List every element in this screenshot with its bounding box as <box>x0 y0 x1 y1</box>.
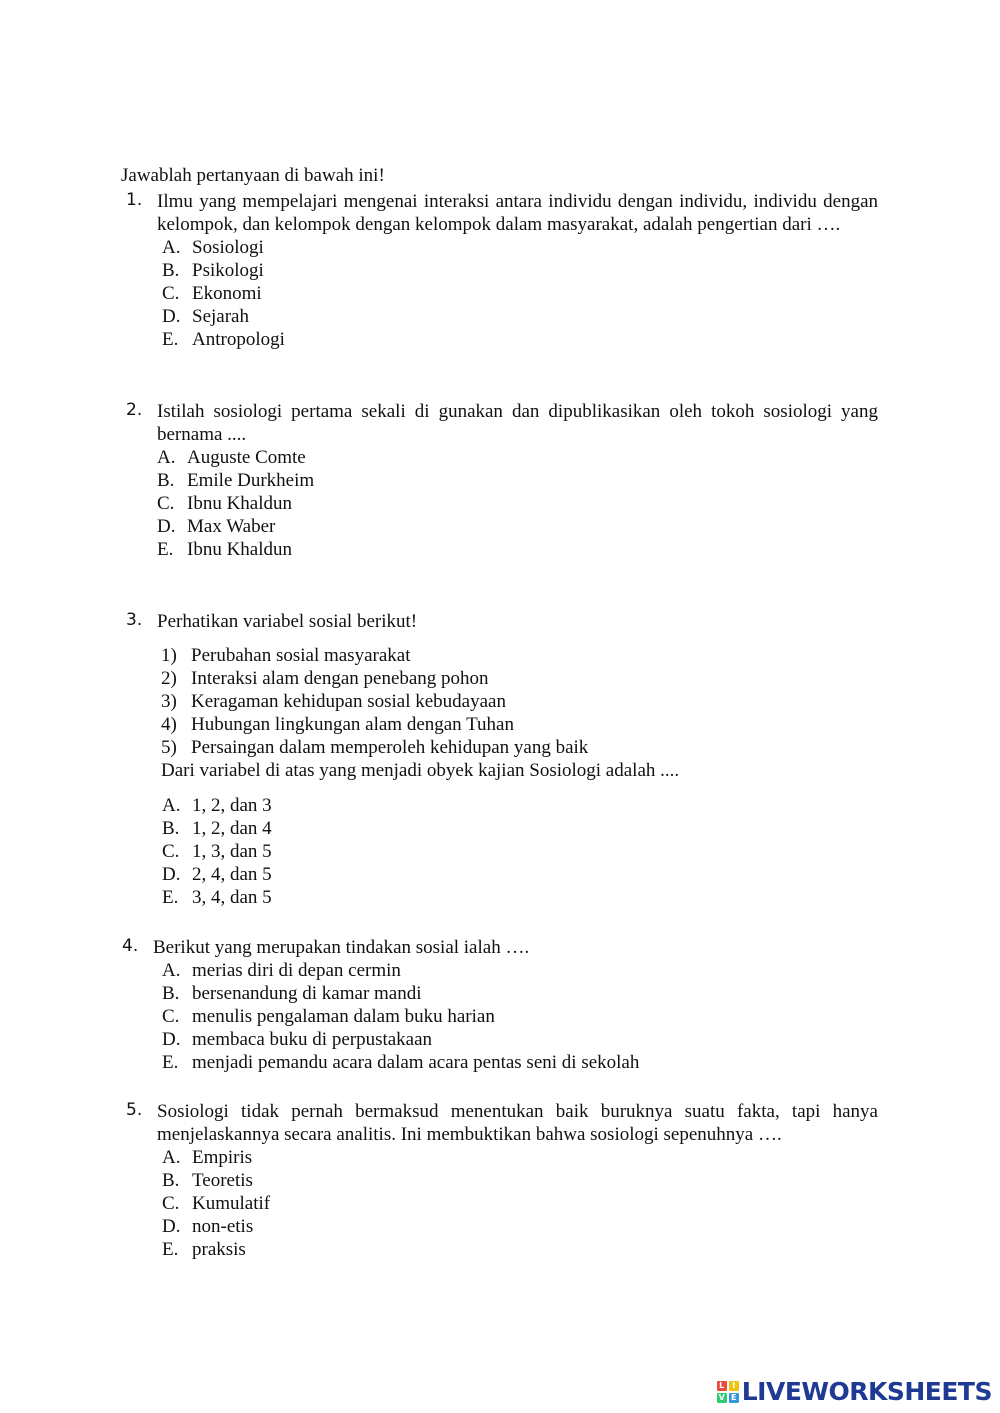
item-number: 2) <box>161 668 177 689</box>
option-text: 1, 2, dan 4 <box>192 818 272 839</box>
option-d[interactable] <box>162 1215 878 1238</box>
option-letter: D. <box>162 864 181 885</box>
option-text: non-etis <box>192 1216 254 1237</box>
option-text: praksis <box>192 1239 246 1260</box>
option-text: Kumulatif <box>192 1193 271 1214</box>
option-b[interactable] <box>162 817 878 840</box>
instruction-heading: Jawablah pertanyaan di bawah ini! <box>121 165 385 186</box>
question-number: 3. <box>126 610 143 630</box>
option-letter: C. <box>162 1006 180 1027</box>
variable-item-4 <box>161 713 878 736</box>
option-d[interactable] <box>162 1028 874 1051</box>
option-letter: E. <box>157 539 174 560</box>
logo-mark-icon <box>717 1381 739 1403</box>
item-text: Interaksi alam dengan penebang pohon <box>191 668 489 689</box>
option-letter: B. <box>162 260 180 281</box>
item-text: Keragaman kehidupan sosial kebudayaan <box>191 691 506 712</box>
question-followup-text: Dari variabel di atas yang menjadi obyek kajian Sosiologi adalah .... <box>161 760 680 781</box>
option-text: Auguste Comte <box>187 447 306 468</box>
question-text: Perhatikan variabel sosial berikut! <box>157 611 418 632</box>
option-letter: E. <box>162 329 179 350</box>
item-number: 1) <box>161 645 177 666</box>
option-letter: D. <box>162 1216 181 1237</box>
option-b[interactable] <box>162 982 874 1005</box>
option-b[interactable] <box>162 1169 878 1192</box>
option-c[interactable] <box>162 1192 878 1215</box>
option-letter: E. <box>162 887 179 908</box>
option-text: Ibnu Khaldun <box>187 539 293 560</box>
option-text: membaca buku di perpustakaan <box>192 1029 433 1050</box>
question-3 <box>126 610 878 909</box>
option-letter: D. <box>162 1029 181 1050</box>
option-e[interactable] <box>162 1051 874 1074</box>
question-2 <box>126 400 878 561</box>
item-number: 3) <box>161 691 177 712</box>
option-text: Emile Durkheim <box>187 470 315 491</box>
option-c[interactable] <box>162 840 878 863</box>
item-text: Persaingan dalam memperoleh kehidupan yang baik <box>191 737 589 758</box>
option-text: Antropologi <box>192 329 285 350</box>
option-e[interactable] <box>162 328 878 351</box>
option-text: Max Waber <box>187 516 276 537</box>
option-text: Sejarah <box>192 306 249 327</box>
question-text: Ilmu yang mempelajari mengenai interaksi antara individu dengan individu, individu dengan kelompok, dan kelompok dengan kelompok dalam masyarakat, adalah pengertian dari …. <box>157 191 878 235</box>
option-letter: A. <box>157 447 176 468</box>
option-b[interactable] <box>162 259 878 282</box>
option-text: bersenandung di kamar mandi <box>192 983 422 1004</box>
variable-item-5 <box>161 736 878 759</box>
option-d[interactable] <box>157 515 878 538</box>
option-letter: A. <box>162 960 181 981</box>
question-text: Istilah sosiologi pertama sekali di gunakan dan dipublikasikan oleh tokoh sosiologi yang bernama .... <box>157 401 878 445</box>
options-list <box>162 794 878 909</box>
option-letter: C. <box>162 1193 180 1214</box>
question-1 <box>126 190 878 351</box>
options-list <box>162 959 874 1074</box>
question-5 <box>126 1100 878 1261</box>
question-text: Berikut yang merupakan tindakan sosial ialah …. <box>153 937 530 958</box>
option-letter: E. <box>162 1239 179 1260</box>
option-a[interactable] <box>162 794 878 817</box>
variable-item-1 <box>161 644 878 667</box>
question-number: 4. <box>122 936 139 956</box>
option-c[interactable] <box>162 282 878 305</box>
option-letter: A. <box>162 1147 181 1168</box>
option-e[interactable] <box>162 886 878 909</box>
option-letter: C. <box>162 283 180 304</box>
question-4 <box>122 936 874 1074</box>
item-number: 4) <box>161 714 177 735</box>
option-letter: D. <box>157 516 176 537</box>
option-a[interactable] <box>162 959 874 982</box>
option-text: menulis pengalaman dalam buku harian <box>192 1006 495 1027</box>
option-e[interactable] <box>162 1238 878 1261</box>
options-list <box>162 236 878 351</box>
option-text: Empiris <box>192 1147 253 1168</box>
logo-mark-letter: V <box>718 1392 725 1402</box>
option-letter: D. <box>162 306 181 327</box>
option-letter: B. <box>157 470 175 491</box>
option-text: Psikologi <box>192 260 264 281</box>
option-text: 3, 4, dan 5 <box>192 887 272 908</box>
option-c[interactable] <box>157 492 878 515</box>
option-text: menjadi pemandu acara dalam acara pentas seni di sekolah <box>192 1052 640 1073</box>
option-e[interactable] <box>157 538 878 561</box>
options-list <box>162 1146 878 1261</box>
variable-item-3 <box>161 690 878 713</box>
option-text: Ekonomi <box>192 283 262 304</box>
item-text: Hubungan lingkungan alam dengan Tuhan <box>191 714 514 735</box>
option-letter: C. <box>162 841 180 862</box>
question-number: 1. <box>126 190 143 210</box>
variable-item-2 <box>161 667 878 690</box>
option-b[interactable] <box>157 469 878 492</box>
option-text: 2, 4, dan 5 <box>192 864 272 885</box>
liveworksheets-logo <box>717 1377 992 1406</box>
option-letter: B. <box>162 1170 180 1191</box>
option-text: Sosiologi <box>192 237 264 258</box>
option-text: 1, 2, dan 3 <box>192 795 272 816</box>
option-letter: B. <box>162 983 180 1004</box>
option-letter: A. <box>162 795 181 816</box>
option-text: merias diri di depan cermin <box>192 960 401 981</box>
item-text: Perubahan sosial masyarakat <box>191 645 411 666</box>
option-c[interactable] <box>162 1005 874 1028</box>
logo-mark-letter: E <box>729 1393 739 1403</box>
option-a[interactable] <box>162 236 878 259</box>
logo-mark-letter: L <box>717 1381 727 1391</box>
option-text: Ibnu Khaldun <box>187 493 293 514</box>
option-letter: B. <box>162 818 180 839</box>
option-text: Teoretis <box>192 1170 253 1191</box>
question-number: 2. <box>126 400 143 420</box>
option-letter: E. <box>162 1052 179 1073</box>
option-letter: A. <box>162 237 181 258</box>
option-letter: C. <box>157 493 175 514</box>
item-number: 5) <box>161 737 177 758</box>
question-text: Sosiologi tidak pernah bermaksud menentukan baik buruknya suatu fakta, tapi hanya menjelaskannya secara analitis. Ini membuktikan bahwa sosiologi sepenuhnya …. <box>157 1101 878 1145</box>
logo-mark-letter: I <box>729 1381 739 1391</box>
option-text: 1, 3, dan 5 <box>192 841 272 862</box>
option-a[interactable] <box>162 1146 878 1169</box>
option-d[interactable] <box>162 305 878 328</box>
option-d[interactable] <box>162 863 878 886</box>
variable-list <box>161 644 878 759</box>
question-number: 5. <box>126 1100 143 1120</box>
logo-text: LIVEWORKSHEETS <box>741 1377 992 1406</box>
option-a[interactable] <box>157 446 878 469</box>
options-list <box>157 446 878 561</box>
